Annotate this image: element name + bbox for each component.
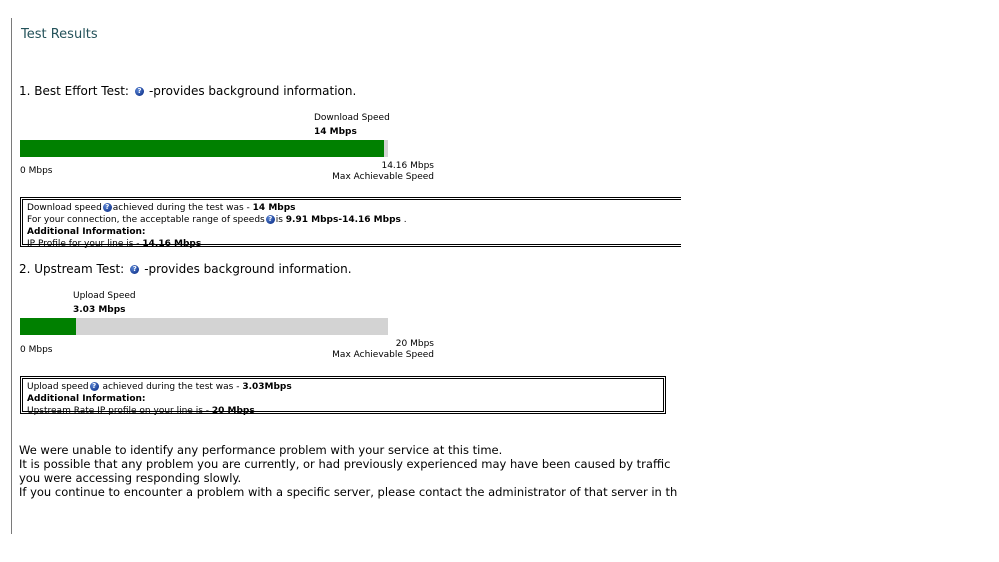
download-speed-line-middle: achieved during the test was - bbox=[112, 203, 253, 213]
summary-line-3: you were accessing responding slowly. bbox=[19, 471, 242, 485]
download-max-label: Max Achievable Speed bbox=[332, 172, 434, 182]
acceptable-range-suffix: . bbox=[400, 215, 407, 225]
upload-min-label: 0 Mbps bbox=[20, 345, 53, 355]
help-icon[interactable]: ? bbox=[135, 87, 144, 96]
ip-profile-prefix: IP Profile for your line is - bbox=[27, 239, 143, 249]
upstream-ip-profile-value: 20 Mbps bbox=[211, 406, 255, 416]
ip-profile-value: 14.16 Mbps bbox=[142, 239, 202, 249]
upstream-heading-suffix: -provides background information. bbox=[144, 262, 352, 276]
best-effort-heading bbox=[19, 84, 356, 98]
download-min-label: 0 Mbps bbox=[20, 166, 53, 176]
help-icon[interactable]: ? bbox=[90, 382, 99, 391]
acceptable-range-middle: is bbox=[275, 215, 286, 225]
best-effort-heading-suffix: -provides background information. bbox=[148, 84, 357, 98]
help-icon[interactable]: ? bbox=[266, 215, 275, 224]
ip-profile-line bbox=[27, 238, 681, 250]
summary-line-4: If you continue to encounter a problem with a specific server, please contact the administrator of that server in th bbox=[19, 485, 678, 499]
upstream-ip-profile-prefix: Upstream Rate IP profile on your line is - bbox=[27, 406, 212, 416]
acceptable-range-line bbox=[27, 214, 681, 226]
download-max-value: 14.16 Mbps bbox=[381, 161, 434, 171]
upload-speed-value: 3.03 Mbps bbox=[73, 305, 126, 315]
upload-speed-bar bbox=[20, 318, 388, 335]
download-speed-line bbox=[27, 202, 681, 214]
summary-line-1: We were unable to identify any performance problem with your service at this time. bbox=[19, 443, 503, 457]
summary-line-2: It is possible that any problem you are currently, or had previously experienced may have been caused by traffic bbox=[19, 457, 671, 471]
upload-additional-info-label: Additional Information: bbox=[27, 394, 146, 404]
upload-info-box bbox=[20, 376, 666, 414]
upload-speed-achieved-value: 3.03Mbps bbox=[242, 382, 292, 392]
upload-speed-label: Upload Speed bbox=[73, 291, 136, 301]
download-speed-achieved-value: 14 Mbps bbox=[252, 203, 296, 213]
upload-speed-line-middle: achieved during the test was - bbox=[99, 382, 243, 392]
upload-speed-line bbox=[27, 381, 659, 393]
acceptable-range-value: 9.91 Mbps-14.16 Mbps bbox=[285, 215, 401, 225]
best-effort-heading-text: 1. Best Effort Test: bbox=[19, 84, 129, 98]
download-info-box bbox=[20, 197, 681, 247]
help-icon[interactable]: ? bbox=[103, 203, 112, 212]
upstream-heading-text: 2. Upstream Test: bbox=[19, 262, 125, 276]
help-icon[interactable]: ? bbox=[130, 265, 139, 274]
upload-max-label: Max Achievable Speed bbox=[332, 350, 434, 360]
acceptable-range-prefix: For your connection, the acceptable range of speeds bbox=[27, 215, 265, 225]
download-speed-value: 14 Mbps bbox=[314, 127, 357, 137]
download-additional-info-label: Additional Information: bbox=[27, 227, 146, 237]
upload-max-value: 20 Mbps bbox=[395, 339, 434, 349]
page-title: Test Results bbox=[21, 27, 98, 42]
upstream-ip-profile-line bbox=[27, 405, 659, 417]
summary-text bbox=[19, 443, 677, 499]
upstream-heading bbox=[19, 262, 352, 276]
download-speed-line-prefix: Download speed bbox=[27, 203, 102, 213]
download-speed-bar-fill bbox=[20, 140, 384, 157]
upload-speed-line-prefix: Upload speed bbox=[27, 382, 89, 392]
upload-speed-bar-fill bbox=[20, 318, 76, 335]
download-speed-bar bbox=[20, 140, 388, 157]
download-speed-label: Download Speed bbox=[314, 113, 390, 123]
